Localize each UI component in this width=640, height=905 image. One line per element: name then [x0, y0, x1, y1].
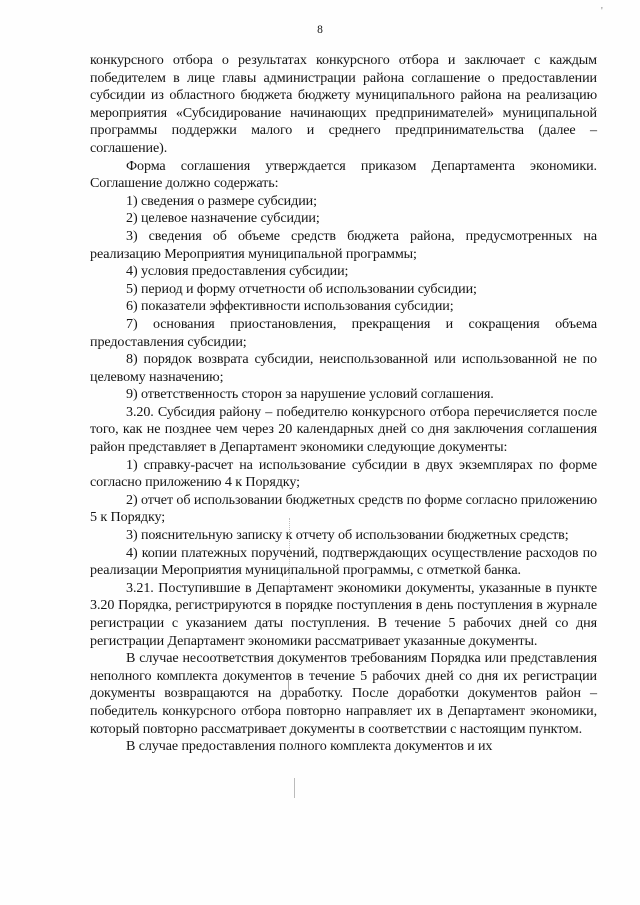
list-item: 3) пояснительную записку к отчету об использовании бюджетных средств; [126, 527, 569, 544]
list-item: 2) отчет об использовании бюджетных средств по форме согласно приложению 5 к Порядку; [90, 491, 597, 526]
scan-binding-mark [289, 518, 290, 588]
list-item: 1) сведения о размере субсидии; [126, 192, 317, 209]
paragraph-section-3-20: 3.20. Субсидия району – победителю конкурсного отбора перечисляется после того, как не позднее чем через 20 календарных дней со дня заключения соглашения район представляет в Департамент экономики следующие документы: [90, 403, 597, 456]
paragraph-section-3-21: 3.21. Поступившие в Департамент экономики документы, указанные в пункте 3.20 Порядка, регистрируются в порядке поступления в день поступления в журнале регистрации с указанием даты поступления. В течение 5 рабочих дней со дня регистрации Департамент экономики рассматривает указанные документы. [90, 579, 597, 649]
list-item: 9) ответственность сторон за нарушение условий соглашения. [126, 386, 494, 403]
paragraph-agreement-intro: конкурсного отбора о результатах конкурсного отбора и заключает с каждым победителем в лице главы администрации района соглашение о предоставлении субсидии из областного бюджета бюджету муниципального района на реализацию мероприятия «Субсидирование начинающих предпринимателей» муниципальной программы поддержки малого и среднего предпринимательства (далее – соглашение). [90, 52, 597, 156]
list-item: 7) основания приостановления, прекращения и сокращения объема предоставления субсидии; [90, 315, 597, 350]
scan-binding-mark [288, 676, 289, 696]
list-item: 6) показатели эффективности использования субсидии; [126, 298, 454, 315]
list-item: 1) справку-расчет на использование субсидии в двух экземплярах по форме согласно приложению 4 к Порядку; [90, 456, 597, 491]
document-body [90, 52, 597, 756]
list-item: 2) целевое назначение субсидии; [126, 210, 320, 227]
paragraph-agreement-form: Форма соглашения утверждается приказом Департамента экономики. Соглашение должно содержать: [90, 157, 597, 192]
corner-mark: ' [601, 6, 603, 17]
list-item: 5) период и форму отчетности об использовании субсидии; [126, 280, 477, 297]
page-number: 8 [317, 24, 323, 36]
list-item: 3) сведения об объеме средств бюджета района, предусмотренных на реализацию Мероприятия муниципальной программы; [90, 227, 597, 262]
scan-binding-mark [294, 778, 295, 798]
list-item: 8) порядок возврата субсидии, неиспользованной или использованной не по целевому назначению; [90, 351, 597, 385]
paragraph-incomplete-documents: В случае несоответствия документов требованиям Порядка или представления неполного комплекта документов в течение 5 рабочих дней со дня их регистрации документы возвращаются на доработку. После доработки документов район – победитель конкурсного отбора повторно направляет их в Департамент экономики, который повторно рассматривает документы в соответствии с настоящим пунктом. [90, 650, 597, 737]
paragraph-complete-documents: В случае предоставления полного комплекта документов и их [126, 738, 493, 755]
list-item: 4) условия предоставления субсидии; [126, 263, 349, 280]
list-item: 4) копии платежных поручений, подтверждающих осуществление расходов по реализации Мероприятия муниципальной программы, с отметкой банка. [90, 544, 597, 579]
